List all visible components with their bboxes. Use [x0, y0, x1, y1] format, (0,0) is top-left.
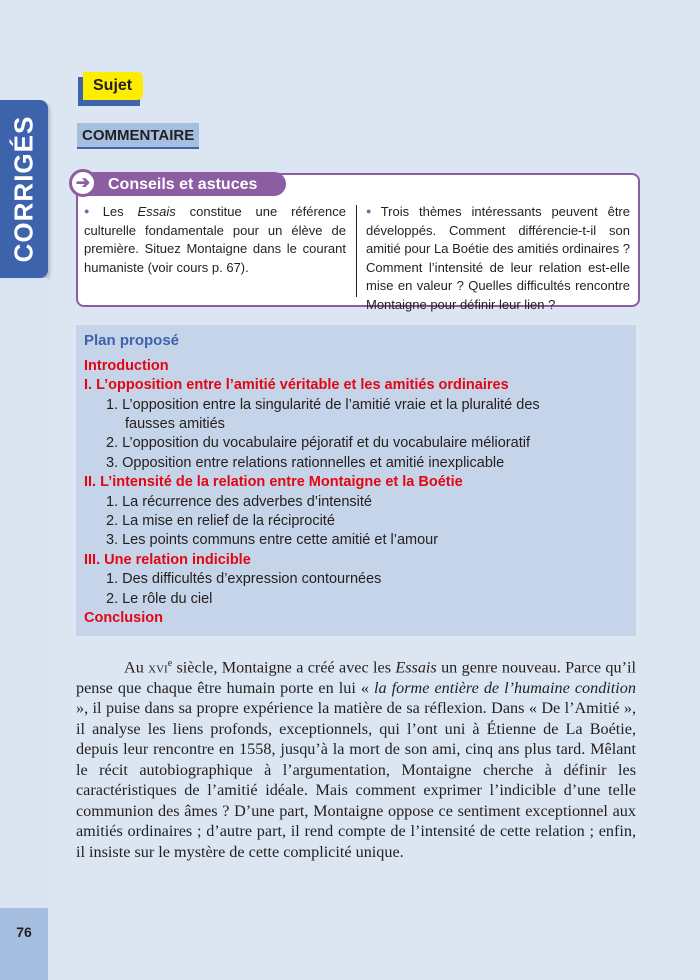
body-essais: Essais	[395, 658, 437, 677]
margin-strip	[0, 278, 48, 980]
plan-part-3-item-1: 1. Des difficultés d’expression contournées	[106, 571, 382, 587]
plan-part-1-item-3: 3. Opposition entre relations rationnelles et amitié inexplicable	[106, 455, 505, 471]
tip-left-text-2: constitue une référence culturelle fondamentale pour un élève de première. Situez Montaigne dans le courant humaniste (voir cours p. 67).	[84, 204, 346, 275]
page-number: 76	[16, 924, 32, 940]
arrow-right-icon: ➔	[69, 169, 97, 197]
tip-right-text: Trois thèmes intéressants peuvent être développés. Comment différencie-t-il son amitié pour La Boétie des amitiés ordinaires ? Comment l’intensité de leur relation est-elle mise en valeur ? Quelles difficultés rencontre Montaigne pour définir leur lien ?	[366, 204, 630, 312]
body-text-4: », il puise dans sa propre expérience la matière de sa réflexion. Dans « De l’Amitié », il analyse les liens profonds, exceptionnels, qui l’ont uni à Étienne de La Boétie, depuis leur rencontre en 1558, jusqu’à la mort de son ami, cinq ans plus tard. Mêlant le récit autobiographique à l’argumentation, Montaigne cherche à définir les caractéristiques de l’amitié idéale. Mais comment exprimer l’indicible d’une telle communion des âmes ? D’une part, Montaigne oppose ce sentiment exceptionnel aux amitiés ordinaires ; d’autre part, il rend compte de l’intensité de cette relation ; enfin, il insiste sur le mystère de cette complicité unique.	[76, 699, 636, 861]
plan-part-2-item-3: 3. Les points communs entre cette amitié et l’amour	[106, 532, 439, 548]
corriges-side-tab	[0, 100, 48, 278]
plan-conclusion: Conclusion	[84, 610, 163, 626]
page-number-box	[0, 908, 48, 980]
section-title: COMMENTAIRE	[77, 123, 199, 149]
body-century: xvi	[148, 658, 168, 677]
tip-right	[366, 202, 630, 314]
body-text-1: Au	[124, 658, 149, 677]
bullet-icon: ●	[84, 206, 100, 216]
conseils-title: Conseils et astuces	[108, 176, 258, 193]
plan-part-1-title: I. L’opposition entre l’amitié véritable et les amitiés ordinaires	[84, 377, 509, 393]
tip-left-essais: Essais	[137, 204, 176, 219]
plan-part-1-item-2: 2. L’opposition du vocabulaire péjoratif et du vocabulaire mélioratif	[106, 435, 530, 451]
plan-part-2-item-1: 1. La récurrence des adverbes d’intensité	[106, 494, 372, 510]
tip-left-text-1: Les	[102, 204, 138, 219]
commentary-paragraph	[76, 654, 636, 862]
plan-part-1-item-1-cont: fausses amitiés	[125, 416, 225, 432]
plan-introduction: Introduction	[84, 358, 169, 374]
bullet-icon: ●	[366, 206, 378, 216]
body-text-3: un genre nouveau. Parce qu’il pense que chaque être humain porte en lui «	[76, 658, 636, 697]
section-label: CORRIGÉS	[8, 115, 39, 263]
plan-box	[76, 325, 636, 636]
sujet-badge	[78, 72, 144, 106]
plan-part-2-title: II. L’intensité de la relation entre Montaigne et la Boétie	[84, 474, 463, 490]
tips-divider	[356, 205, 357, 297]
tip-left	[84, 202, 346, 277]
plan-part-3-title: III. Une relation indicible	[84, 552, 251, 568]
plan-part-2-item-2: 2. La mise en relief de la réciprocité	[106, 513, 335, 529]
body-quote: la forme entière de l’humaine condition	[374, 678, 636, 697]
body-text-2: siècle, Montaigne a créé avec les	[172, 658, 396, 677]
plan-title: Plan proposé	[84, 332, 180, 349]
plan-part-3-item-2: 2. Le rôle du ciel	[106, 591, 213, 607]
sujet-label: Sujet	[83, 72, 143, 100]
plan-part-1-item-1: 1. L’opposition entre la singularité de l’amitié vraie et la pluralité des	[106, 397, 540, 413]
body-century-sup: e	[167, 658, 173, 669]
